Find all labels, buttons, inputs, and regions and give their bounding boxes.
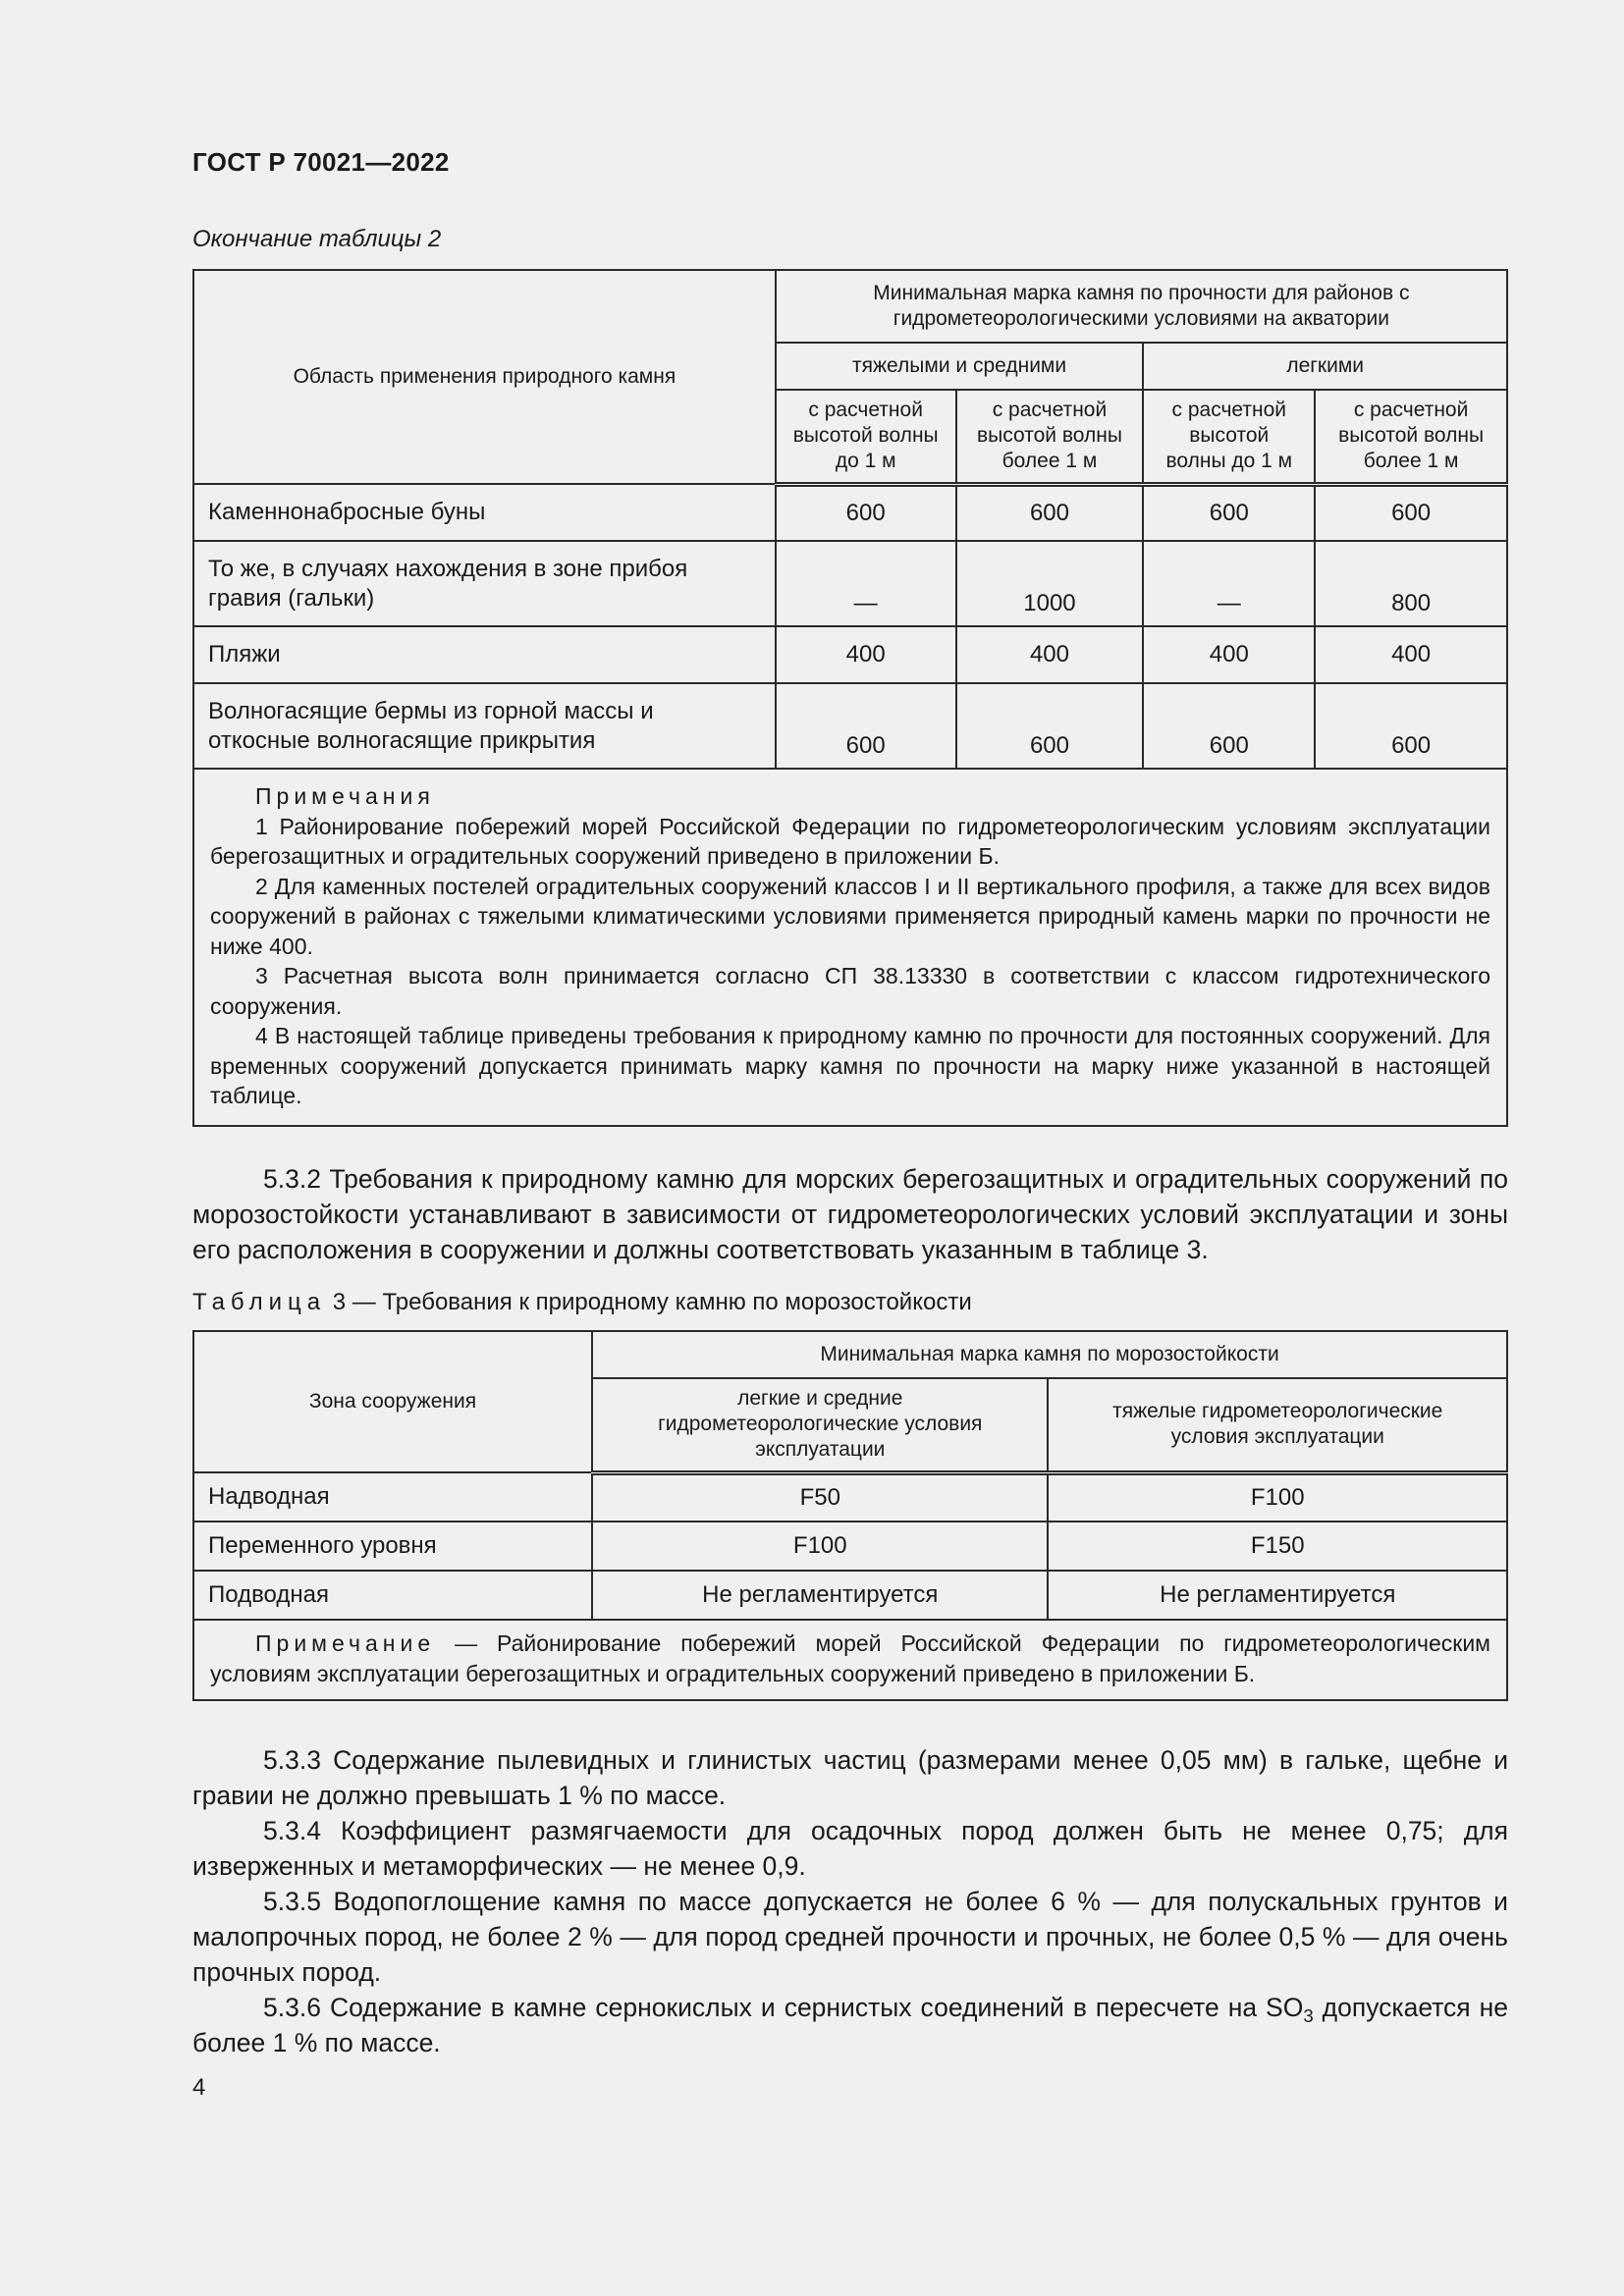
table2-leaf-header: с расчетной высотой волны более 1 м <box>956 390 1144 484</box>
document-header: ГОСТ Р 70021—2022 <box>192 147 450 177</box>
cell-value: 600 <box>1143 484 1315 541</box>
row-label: Пляжи <box>193 626 776 683</box>
note-item: 1 Районирование побережий морей Российской Федерации по гидрометеорологическим условиям эксплуатации берегозащитных и оградительных сооружений приведено в приложении Б. <box>210 813 1490 869</box>
row-label: Переменного уровня <box>193 1522 592 1571</box>
note-label: Примечание <box>255 1630 436 1656</box>
paragraphs-block <box>192 1742 1508 2060</box>
cell-value: 800 <box>1315 541 1507 626</box>
table3-caption-text: 3 — Требования к природному камню по морозостойкости <box>326 1289 972 1315</box>
table3-leaf-header: легкие и средние гидрометеорологические условия эксплуатации <box>592 1378 1048 1472</box>
cell-value: 600 <box>956 683 1144 769</box>
p536-subscript: 3 <box>1303 2005 1314 2026</box>
page-number: 4 <box>192 2074 206 2101</box>
notes-title: Примечания <box>255 783 435 809</box>
cell-value: 400 <box>956 626 1144 683</box>
table2-col0-header: Область применения природного камня <box>193 270 776 484</box>
cell-value: 400 <box>1315 626 1507 683</box>
table2-leaf-header: с расчетной высотой волны до 1 м <box>1143 390 1315 484</box>
cell-value: 600 <box>1315 484 1507 541</box>
table-row <box>193 683 1507 769</box>
table2-group-header: Минимальная марка камня по прочности для районов с гидрометеорологическими условиями на акватории <box>776 270 1507 343</box>
p536-text-after: допускается не более 1 % по массе. <box>192 1993 1509 2057</box>
table2-subgroup-heavy: тяжелыми и средними <box>776 343 1144 390</box>
note-item: 2 Для каменных постелей оградительных сооружений классов I и II вертикального профиля, а также для всех видов сооружений в районах с тяжелыми климатическими условиями применяется природный камень марки по прочности не ниже 400. <box>210 873 1490 959</box>
table-3 <box>192 1330 1508 1701</box>
table3-caption-label: Таблица <box>192 1289 327 1315</box>
table3-note <box>193 1620 1507 1700</box>
table-row <box>193 541 1507 626</box>
cell-value: — <box>1143 541 1315 626</box>
paragraph-5-3-2 <box>192 1161 1508 1267</box>
row-label: То же, в случаях нахождения в зоне прибоя гравия (гальки) <box>193 541 776 626</box>
table3-caption <box>192 1289 972 1316</box>
cell-value: F150 <box>1048 1522 1507 1571</box>
table-row <box>193 484 1507 541</box>
paragraph-text: 5.3.2 Требования к природному камню для морских берегозащитных и оградительных сооружений по морозостойкости устанавливают в зависимости от гидрометеорологических условий эксплуатации и зоны его расположения в сооружении и должны соответствовать указанным в таблице 3. <box>192 1164 1508 1264</box>
cell-value: 600 <box>956 484 1144 541</box>
paragraph-5-3-4: 5.3.4 Коэффициент размягчаемости для осадочных пород должен быть не менее 0,75; для изверженных и метаморфических — не менее 0,9. <box>192 1816 1508 1881</box>
row-label: Надводная <box>193 1472 592 1522</box>
cell-value: 400 <box>1143 626 1315 683</box>
row-label: Подводная <box>193 1571 592 1620</box>
table2-notes <box>193 769 1507 1126</box>
table-row <box>193 1472 1507 1522</box>
table-row <box>193 1522 1507 1571</box>
note-text: — Районирование побережий морей Российской Федерации по гидрометеорологическим условиям эксплуатации берегозащитных и оградительных сооружений приведено в приложении Б. <box>210 1630 1490 1686</box>
note-item: 3 Расчетная высота волн принимается согласно СП 38.13330 в соответствии с классом гидротехнического сооружения. <box>210 963 1490 1019</box>
cell-value: Не регламентируется <box>1048 1571 1507 1620</box>
cell-value: F50 <box>592 1472 1048 1522</box>
p536-text-before: 5.3.6 Содержание в камне сернокислых и сернистых соединений в пересчете на SO <box>263 1993 1304 2022</box>
row-label: Волногасящие бермы из горной массы и откосные волногасящие прикрытия <box>193 683 776 769</box>
cell-value: F100 <box>1048 1472 1507 1522</box>
cell-value: F100 <box>592 1522 1048 1571</box>
table-2 <box>192 269 1508 1127</box>
paragraph-5-3-3: 5.3.3 Содержание пылевидных и глинистых частиц (размерами менее 0,05 мм) в гальке, щебне и гравии не должно превышать 1 % по массе. <box>192 1745 1508 1810</box>
table-row <box>193 626 1507 683</box>
table2-leaf-header: с расчетной высотой волны до 1 м <box>776 390 956 484</box>
table2-leaf-header: с расчетной высотой волны более 1 м <box>1315 390 1507 484</box>
cell-value: 600 <box>776 683 956 769</box>
cell-value: 1000 <box>956 541 1144 626</box>
paragraph-5-3-6 <box>192 1990 1508 2060</box>
cell-value: 400 <box>776 626 956 683</box>
row-label: Каменнонабросные буны <box>193 484 776 541</box>
table3-leaf-header: тяжелые гидрометеорологические условия эксплуатации <box>1048 1378 1507 1472</box>
note-item: 4 В настоящей таблице приведены требования к природному камню по прочности для постоянных сооружений. Для временных сооружений допускается принимать марку камня по прочности на марку ниже указанной в настоящей таблице. <box>210 1023 1490 1108</box>
cell-value: Не регламентируется <box>592 1571 1048 1620</box>
table2-continuation-caption: Окончание таблицы 2 <box>192 226 442 252</box>
cell-value: 600 <box>1315 683 1507 769</box>
table3-group-header: Минимальная марка камня по морозостойкости <box>592 1331 1507 1378</box>
table-row <box>193 1571 1507 1620</box>
cell-value: — <box>776 541 956 626</box>
table2-subgroup-light: легкими <box>1143 343 1507 390</box>
cell-value: 600 <box>1143 683 1315 769</box>
cell-value: 600 <box>776 484 956 541</box>
table3-col0-header: Зона сооружения <box>193 1331 592 1472</box>
paragraph-5-3-5: 5.3.5 Водопоглощение камня по массе допускается не более 6 % — для полускальных грунтов и малопрочных пород, не более 2 % — для пород средней прочности и прочных, не более 0,5 % — для очень прочных пород. <box>192 1887 1508 1987</box>
